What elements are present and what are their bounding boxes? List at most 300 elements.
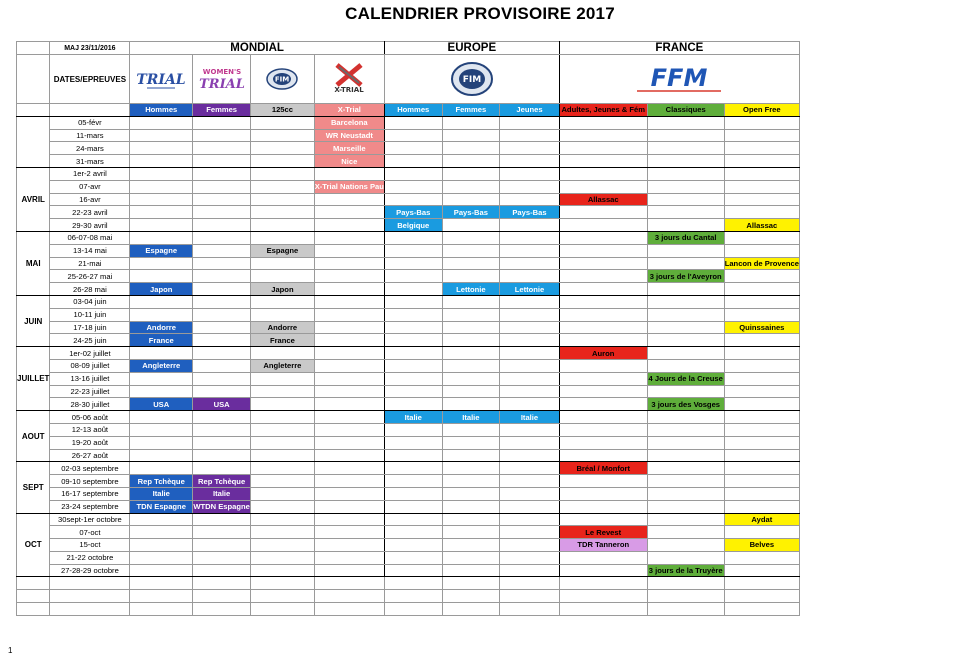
event-cell — [500, 180, 560, 193]
calendar-row — [17, 321, 800, 334]
event-cell — [193, 411, 251, 424]
event-cell — [130, 193, 193, 206]
calendar-row — [17, 206, 800, 219]
empty-cell — [500, 577, 560, 590]
event-cell — [251, 500, 315, 513]
calendar-row — [17, 526, 800, 539]
empty-cell — [647, 603, 724, 616]
event-cell — [251, 551, 315, 564]
empty-cell — [442, 603, 500, 616]
event-cell — [442, 385, 500, 398]
event-cell — [559, 206, 647, 219]
empty-cell — [647, 577, 724, 590]
event-cell — [647, 411, 724, 424]
event-cell — [647, 500, 724, 513]
event-cell: Auron — [559, 347, 647, 360]
event-cell — [314, 219, 384, 232]
event-cell — [384, 270, 442, 283]
corner-cell-2 — [17, 55, 50, 104]
event-cell — [647, 167, 724, 180]
event-cell: Italie — [384, 411, 442, 424]
header-spacer-2 — [50, 104, 130, 117]
update-date: MAJ 23/11/2016 — [50, 42, 130, 55]
event-cell — [314, 257, 384, 270]
event-cell: Quinssaines — [724, 321, 799, 334]
empty-cell — [50, 577, 130, 590]
event-cell — [559, 155, 647, 168]
column-header: Jeunes — [500, 104, 560, 117]
event-cell: Belgique — [384, 219, 442, 232]
page-number: 1 — [8, 646, 13, 655]
empty-cell — [193, 603, 251, 616]
empty-cell — [314, 603, 384, 616]
event-cell — [130, 129, 193, 142]
row-date: 10-11 juin — [50, 308, 130, 321]
row-date: 21-mai — [50, 257, 130, 270]
event-cell — [130, 513, 193, 526]
event-cell — [724, 411, 799, 424]
event-cell — [193, 142, 251, 155]
event-cell — [724, 564, 799, 577]
event-cell: Italie — [442, 411, 500, 424]
event-cell — [314, 526, 384, 539]
event-cell — [130, 142, 193, 155]
event-cell — [130, 257, 193, 270]
calendar-row — [17, 449, 800, 462]
event-cell — [251, 411, 315, 424]
event-cell — [647, 475, 724, 488]
event-cell: WTDN Espagne — [193, 502, 250, 512]
event-cell — [314, 308, 384, 321]
event-cell — [559, 500, 647, 513]
empty-cell — [314, 590, 384, 603]
event-cell — [724, 372, 799, 385]
empty-cell — [130, 590, 193, 603]
empty-cell — [559, 577, 647, 590]
event-cell: TDR Tanneron — [559, 539, 647, 552]
calendar-row — [17, 500, 800, 513]
event-cell — [384, 513, 442, 526]
event-cell: Italie — [500, 411, 560, 424]
event-cell: Andorre — [130, 321, 193, 334]
column-header: 125cc — [251, 104, 315, 117]
column-header: Open Free — [724, 104, 799, 117]
event-cell — [724, 193, 799, 206]
event-cell — [559, 219, 647, 232]
event-cell — [442, 436, 500, 449]
calendar-table — [16, 41, 800, 616]
event-cell — [251, 116, 315, 129]
section-france: FRANCE — [559, 42, 799, 55]
event-cell: Lettonie — [442, 283, 500, 296]
row-date: 15-oct — [50, 539, 130, 552]
event-cell: France — [130, 334, 193, 347]
event-cell — [724, 487, 799, 500]
event-cell — [724, 244, 799, 257]
row-date: 27-28-29 octobre — [50, 564, 130, 577]
event-cell — [724, 526, 799, 539]
calendar-row — [17, 180, 800, 193]
event-cell — [500, 385, 560, 398]
event-cell — [647, 116, 724, 129]
womens-logo-text: WOMEN'S — [202, 68, 241, 76]
event-cell — [500, 155, 560, 168]
empty-cell — [559, 603, 647, 616]
event-cell — [193, 244, 251, 257]
event-cell — [647, 244, 724, 257]
event-cell — [442, 244, 500, 257]
event-cell — [559, 321, 647, 334]
event-cell — [500, 423, 560, 436]
event-cell — [130, 219, 193, 232]
event-cell — [314, 347, 384, 360]
event-cell — [500, 167, 560, 180]
event-cell — [314, 193, 384, 206]
event-cell — [442, 475, 500, 488]
empty-cell — [559, 590, 647, 603]
event-cell — [442, 564, 500, 577]
event-cell — [559, 308, 647, 321]
event-cell — [193, 359, 251, 372]
row-date: 13-14 mai — [50, 244, 130, 257]
event-cell — [500, 321, 560, 334]
womens-trial-logo — [193, 55, 251, 104]
column-header: Classiques — [647, 104, 724, 117]
column-header: Hommes — [130, 104, 193, 117]
event-cell — [647, 551, 724, 564]
event-cell: WR Neustadt — [314, 129, 384, 142]
event-cell — [130, 564, 193, 577]
event-cell — [500, 500, 560, 513]
calendar-row — [17, 295, 800, 308]
event-cell — [724, 295, 799, 308]
event-cell — [559, 385, 647, 398]
event-cell — [559, 129, 647, 142]
event-cell: Allassac — [724, 219, 799, 232]
event-cell — [251, 219, 315, 232]
row-date: 28-30 juillet — [50, 398, 130, 411]
event-cell — [647, 423, 724, 436]
row-date: 03-04 juin — [50, 295, 130, 308]
event-cell — [130, 526, 193, 539]
calendar-row — [17, 372, 800, 385]
event-cell — [314, 462, 384, 475]
event-cell — [251, 475, 315, 488]
event-cell — [559, 180, 647, 193]
event-cell — [647, 436, 724, 449]
event-cell — [384, 372, 442, 385]
event-cell: 3 jours de la Truyère — [648, 566, 723, 576]
event-cell: Belves — [724, 539, 799, 552]
event-cell — [647, 129, 724, 142]
event-cell — [384, 283, 442, 296]
event-cell — [193, 321, 251, 334]
event-cell — [193, 116, 251, 129]
empty-row — [17, 603, 800, 616]
event-cell — [314, 244, 384, 257]
event-cell — [384, 295, 442, 308]
event-cell — [384, 539, 442, 552]
event-cell — [314, 398, 384, 411]
header-spacer — [17, 104, 50, 117]
event-cell — [559, 270, 647, 283]
event-cell — [384, 475, 442, 488]
event-cell — [724, 155, 799, 168]
calendar-row — [17, 423, 800, 436]
event-cell — [251, 449, 315, 462]
event-cell — [442, 231, 500, 244]
event-cell — [384, 551, 442, 564]
event-cell — [500, 449, 560, 462]
event-cell — [724, 308, 799, 321]
event-cell — [500, 436, 560, 449]
event-cell — [314, 321, 384, 334]
calendar-row — [17, 551, 800, 564]
event-cell — [384, 257, 442, 270]
event-cell — [193, 270, 251, 283]
event-cell — [130, 385, 193, 398]
calendar-row — [17, 116, 800, 129]
xtrial-logo-text: X-TRIAL — [334, 86, 364, 94]
event-cell: Nice — [314, 155, 384, 168]
calendar-row — [17, 193, 800, 206]
empty-cell — [500, 590, 560, 603]
event-cell — [559, 513, 647, 526]
event-cell: Barcelona — [314, 116, 384, 129]
event-cell — [130, 295, 193, 308]
empty-cell — [251, 603, 315, 616]
event-cell — [500, 334, 560, 347]
event-cell — [251, 372, 315, 385]
event-cell — [130, 206, 193, 219]
event-cell: Aydat — [724, 513, 799, 526]
event-cell — [559, 116, 647, 129]
event-cell — [193, 372, 251, 385]
event-cell — [500, 231, 560, 244]
empty-cell — [251, 590, 315, 603]
calendar-row — [17, 359, 800, 372]
event-cell: 3 jours du Cantal — [647, 231, 724, 244]
empty-cell — [130, 577, 193, 590]
event-cell — [724, 398, 799, 411]
event-cell — [251, 539, 315, 552]
event-cell — [314, 551, 384, 564]
calendar-row — [17, 539, 800, 552]
event-cell — [193, 283, 251, 296]
event-cell — [130, 308, 193, 321]
event-cell — [314, 231, 384, 244]
event-cell — [647, 295, 724, 308]
event-cell — [500, 539, 560, 552]
empty-cell — [442, 577, 500, 590]
event-cell — [559, 244, 647, 257]
event-cell — [251, 180, 315, 193]
event-cell — [724, 436, 799, 449]
column-header: Femmes — [193, 104, 251, 117]
event-cell — [251, 308, 315, 321]
event-cell: Lancon de Provence — [724, 258, 799, 268]
event-cell — [559, 283, 647, 296]
event-cell — [442, 449, 500, 462]
fim-logo-text: FIM — [275, 75, 290, 84]
month-label: MAI — [17, 231, 50, 295]
empty-cell — [724, 603, 799, 616]
event-cell — [130, 231, 193, 244]
event-cell — [724, 423, 799, 436]
event-cell — [500, 551, 560, 564]
event-cell — [251, 385, 315, 398]
event-cell — [193, 206, 251, 219]
empty-cell — [193, 577, 251, 590]
event-cell — [251, 423, 315, 436]
event-cell — [647, 219, 724, 232]
event-cell — [384, 487, 442, 500]
calendar-row — [17, 398, 800, 411]
event-cell — [251, 398, 315, 411]
event-cell — [130, 180, 193, 193]
event-cell — [442, 487, 500, 500]
month-label: JUILLET — [17, 347, 50, 411]
month-label: AOUT — [17, 411, 50, 462]
month-label: SEPT — [17, 462, 50, 513]
event-cell — [442, 334, 500, 347]
event-cell — [193, 423, 251, 436]
event-cell — [314, 270, 384, 283]
event-cell — [314, 206, 384, 219]
event-cell — [647, 359, 724, 372]
trial-logo-text: TRIAL — [136, 72, 186, 88]
event-cell — [500, 129, 560, 142]
event-cell — [647, 257, 724, 270]
event-cell — [314, 411, 384, 424]
event-cell — [647, 206, 724, 219]
empty-row — [17, 590, 800, 603]
event-cell — [559, 257, 647, 270]
event-cell — [251, 129, 315, 142]
calendar-row — [17, 462, 800, 475]
event-cell: France — [251, 334, 315, 347]
event-cell — [384, 462, 442, 475]
event-cell — [384, 500, 442, 513]
row-date: 09-10 septembre — [50, 475, 130, 488]
month-label — [17, 116, 50, 167]
row-date: 12-13 août — [50, 423, 130, 436]
event-cell: Rep Tchèque — [193, 475, 251, 488]
event-cell — [559, 475, 647, 488]
event-cell — [193, 564, 251, 577]
event-cell — [559, 551, 647, 564]
event-cell — [500, 526, 560, 539]
event-cell — [500, 116, 560, 129]
event-cell — [251, 513, 315, 526]
event-cell — [193, 539, 251, 552]
event-cell — [251, 270, 315, 283]
calendar-row — [17, 142, 800, 155]
calendar-row — [17, 308, 800, 321]
event-cell — [442, 423, 500, 436]
event-cell — [559, 423, 647, 436]
event-cell — [647, 526, 724, 539]
fim-logo-mondial — [251, 55, 315, 104]
event-cell: Pays-Bas — [442, 206, 500, 219]
event-cell: 3 jours des Vosges — [647, 398, 724, 411]
event-cell — [442, 347, 500, 360]
empty-cell — [251, 577, 315, 590]
row-date: 1er-2 avril — [50, 167, 130, 180]
event-cell — [724, 116, 799, 129]
row-date: 02-03 septembre — [50, 462, 130, 475]
row-date: 17-18 juin — [50, 321, 130, 334]
event-cell — [500, 513, 560, 526]
event-cell — [384, 155, 442, 168]
event-cell — [724, 475, 799, 488]
event-cell — [251, 231, 315, 244]
event-cell — [193, 167, 251, 180]
event-cell — [193, 257, 251, 270]
xtrial-logo — [314, 55, 384, 104]
event-cell — [130, 423, 193, 436]
event-cell: Angleterre — [130, 359, 193, 372]
column-header: X-Trial — [314, 104, 384, 117]
event-cell: Le Revest — [559, 526, 647, 539]
event-cell — [724, 283, 799, 296]
event-cell — [314, 500, 384, 513]
event-cell — [559, 334, 647, 347]
row-date: 29-30 avril — [50, 219, 130, 232]
event-cell — [193, 334, 251, 347]
event-cell — [442, 321, 500, 334]
event-cell — [384, 193, 442, 206]
event-cell — [193, 436, 251, 449]
month-label: JUIN — [17, 295, 50, 346]
event-cell — [724, 270, 799, 283]
event-cell: TDN Espagne — [130, 500, 193, 513]
event-cell — [724, 180, 799, 193]
calendar-row — [17, 385, 800, 398]
column-header: Adultes, Jeunes & Fém — [559, 104, 647, 117]
event-cell — [251, 142, 315, 155]
event-cell — [384, 167, 442, 180]
event-cell — [193, 155, 251, 168]
event-cell — [559, 398, 647, 411]
event-cell: Japon — [251, 283, 315, 296]
empty-cell — [384, 577, 442, 590]
row-date: 23-24 septembre — [50, 500, 130, 513]
empty-cell — [17, 603, 50, 616]
row-date: 05-06 août — [50, 411, 130, 424]
event-cell — [384, 129, 442, 142]
event-cell — [442, 539, 500, 552]
event-cell — [442, 462, 500, 475]
event-cell — [500, 219, 560, 232]
row-date: 30sept-1er octobre — [50, 513, 130, 526]
event-cell — [442, 526, 500, 539]
womens-trial-logo-text: TRIAL — [198, 77, 245, 92]
calendar-row — [17, 167, 800, 180]
event-cell — [500, 347, 560, 360]
event-cell — [442, 167, 500, 180]
empty-cell — [647, 590, 724, 603]
event-cell — [130, 539, 193, 552]
event-cell — [251, 526, 315, 539]
dates-label: DATES/EPREUVES — [50, 55, 130, 104]
event-cell — [384, 449, 442, 462]
event-cell — [384, 564, 442, 577]
row-date: 24-25 juin — [50, 334, 130, 347]
event-cell: Pays-Bas — [500, 206, 560, 219]
event-cell — [130, 167, 193, 180]
calendar-row — [17, 283, 800, 296]
